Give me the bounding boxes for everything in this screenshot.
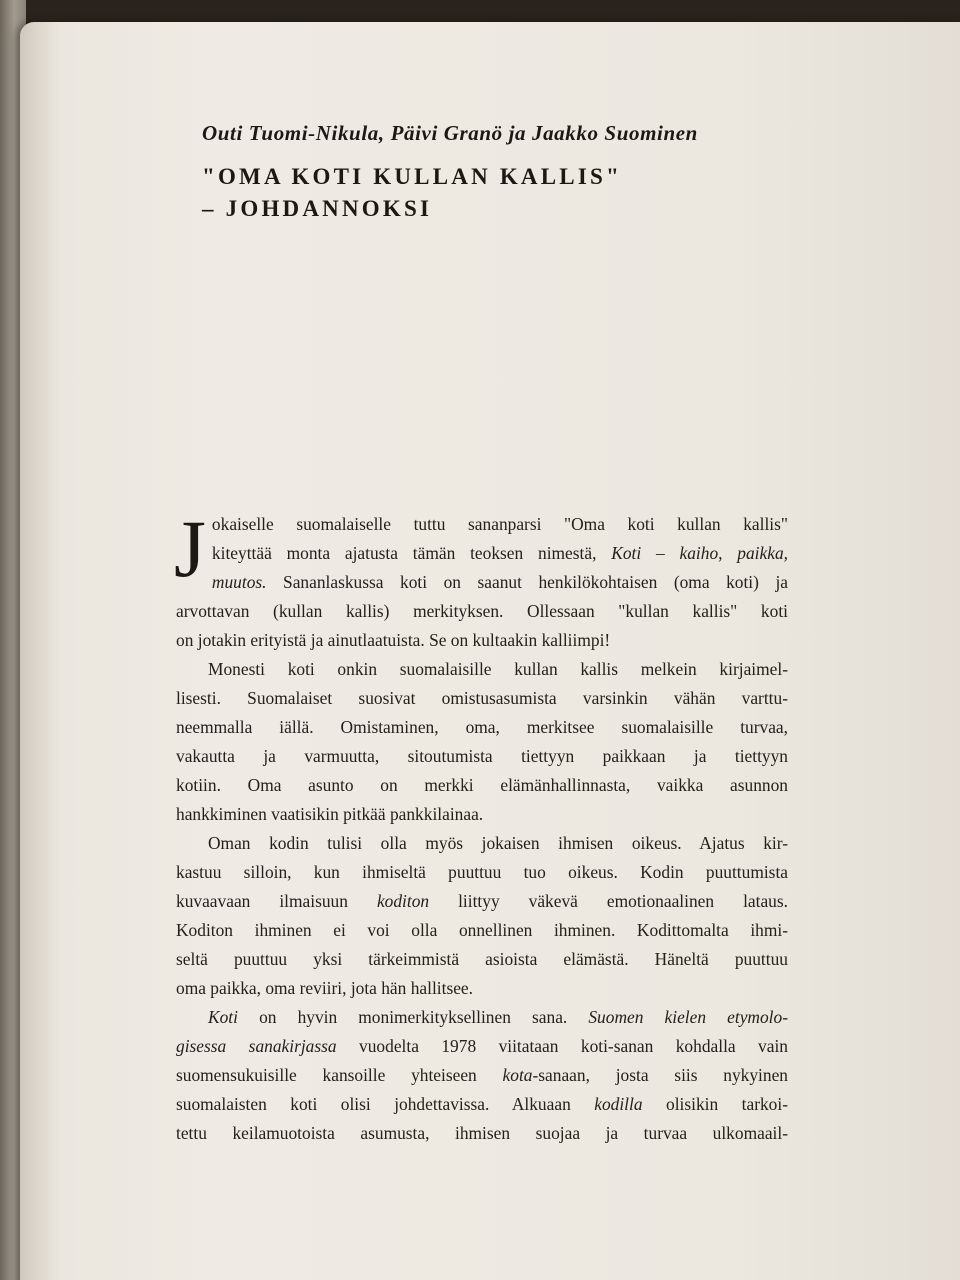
text-line: [176, 1061, 788, 1090]
text-line: [176, 1003, 788, 1032]
text-line: Monesti koti onkin suomalaisille kullan kallis melkein kirjaimel-: [208, 659, 788, 679]
text-line: [176, 887, 788, 916]
italic-title: Suomen kielen etymolo-: [588, 1007, 788, 1027]
text-line: seltä puuttuu yksi tärkeimmistä asioista elämästä. Häneltä puuttuu: [176, 949, 788, 969]
text-span: suomensukuisille kansoille yhteiseen: [176, 1065, 503, 1085]
text-line: [212, 568, 788, 597]
text-line: Oman kodin tulisi olla myös jokaisen ihmisen oikeus. Ajatus kir-: [208, 833, 788, 853]
text-line: [212, 539, 788, 568]
text-span: on hyvin monimerkityksellinen sana.: [237, 1007, 589, 1027]
italic-term: koditon: [376, 891, 430, 911]
drop-cap: J: [174, 503, 206, 594]
text-line: Koditon ihminen ei voi olla onnellinen ihminen. Kodittomalta ihmi-: [176, 920, 788, 940]
text-line: [176, 1032, 788, 1061]
text-line: [176, 1090, 788, 1119]
chapter-title: [202, 161, 902, 225]
text-line: oma paikka, oma reviiri, jota hän hallitsee.: [176, 978, 473, 998]
body-text: [174, 503, 788, 1148]
paragraph-1: [174, 503, 788, 655]
chapter-title-line-2: – JOHDANNOKSI: [202, 196, 433, 221]
italic-term: Koti: [208, 1007, 238, 1027]
text-span: suomalaisten koti olisi johdettavissa. Alkuaan: [176, 1094, 595, 1114]
paragraph-4: [176, 1003, 788, 1148]
text-span: vuodelta 1978 viitataan koti-sanan kohdalla vain: [336, 1036, 788, 1056]
text-line: arvottavan (kullan kallis) merkityksen. Ollessaan "kullan kallis" koti: [176, 601, 788, 621]
italic-title: muutos.: [211, 572, 267, 592]
text-line: okaiselle suomalaiselle tuttu sananparsi "Oma koti kullan kallis": [211, 514, 788, 534]
text-line: lisesti. Suomalaiset suosivat omistusasumista varsinkin vähän varttu-: [176, 688, 788, 708]
italic-term: kodilla: [594, 1094, 643, 1114]
text-span: kuvaavaan ilmaisuun: [176, 891, 377, 911]
paragraph-3: [176, 829, 788, 1003]
paragraph-2: [176, 655, 788, 829]
chapter-authors: Outi Tuomi-Nikula, Päivi Granö ja Jaakko Suominen: [202, 121, 698, 145]
text-line: vakautta ja varmuutta, sitoutumista tiettyyn paikkaan ja tiettyyn: [176, 746, 788, 766]
italic-term: kota: [502, 1065, 533, 1085]
text-line: kotiin. Oma asunto on merkki elämänhallinnasta, vaikka asunnon: [176, 775, 788, 795]
text-line: neemmalla iällä. Omistaminen, oma, merkitsee suomalaisille turvaa,: [176, 717, 788, 737]
italic-title: gisessa sanakirjassa: [176, 1036, 337, 1056]
text-line: tettu keilamuotoista asumusta, ihmisen suojaa ja turvaa ulkomaail-: [176, 1123, 788, 1143]
text-span: Sananlaskussa koti on saanut henkilökohtaisen (oma koti) ja: [266, 572, 788, 592]
text-span: -sanaan, josta siis nykyinen: [532, 1065, 788, 1085]
chapter-title-line-1: "OMA KOTI KULLAN KALLIS": [202, 164, 622, 189]
chapter-heading: [202, 120, 902, 225]
italic-title: Koti – kaiho, paikka,: [611, 543, 788, 563]
text-span: kiteyttää monta ajatusta tämän teoksen nimestä,: [211, 543, 612, 563]
text-line: on jotakin erityistä ja ainutlaatuista. Se on kultaakin kalliimpi!: [176, 630, 611, 650]
text-line: kastuu silloin, kun ihmiseltä puuttuu tuo oikeus. Kodin puuttumista: [176, 862, 788, 882]
text-line: hankkiminen vaatisikin pitkää pankkilainaa.: [176, 804, 484, 824]
text-span: olisikin tarkoi-: [642, 1094, 788, 1114]
text-span: liittyy väkevä emotionaalinen lataus.: [429, 891, 788, 911]
